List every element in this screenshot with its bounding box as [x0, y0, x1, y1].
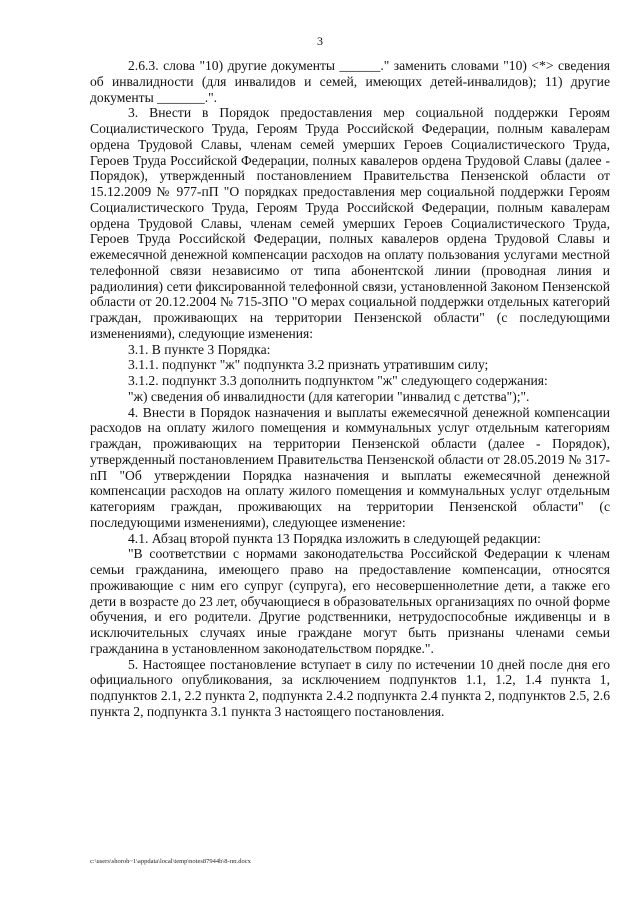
paragraph-3-1-1: 3.1.1. подпункт "ж" подпункта 3.2 признать утратившим силу;	[128, 357, 489, 373]
paragraph-3: 3. Внести в Порядок предоставления мер социальной поддержки Героям Социалистического Труда, Героям Труда Российской Федерации, полным кавалерам ордена Трудовой Славы, членам семей умерших Героев Социалистического Труда, Героев Труда Российской Федерации, полных кавалеров ордена Трудовой Славы (далее - Порядок), утвержденный постановлением Правительства Пензенской области от 15.12.2009 № 977-пП "О порядках предоставления мер социальной поддержки Героям Социалистического Труда, Героям Труда Российской Федерации, полным кавалерам ордена Трудовой Славы, членам семей умерших Героев Социалистического Труда, Героев Труда Российской Федерации, полных кавалеров ордена Трудовой Славы и ежемесячной денежной компенсации расходов на оплату пользования услугами местной телефонной связи независимо от типа абонентской линии (проводная линия и радиолиния) сети фиксированной телефонной связи, установленной Законом Пензенской области от 20.12.2004 № 715-ЗПО "О мерах социальной поддержки отдельных категорий граждан, проживающих на территории Пензенской области" (с последующими изменениями), следующие изменения:	[90, 105, 610, 341]
paragraph-quoted-text: "В соответствии с нормами законодательства Российской Федерации к членам семьи гражданина, имеющего право на предоставление компенсации, относятся проживающие с ним его супруг (супруга), его несовершеннолетние дети, а также его дети в возрасте до 23 лет, обучающиеся в образовательных организациях по очной форме обучения, и его родители. Другие родственники, нетрудоспособные иждивенцы и в исключительных случаях иные граждане могут быть признаны членами семьи гражданина в установленном законодательством порядке.".	[90, 546, 610, 656]
page-number: 3	[317, 34, 323, 48]
paragraph-2-6-3: 2.6.3. слова "10) другие документы ______." заменить словами "10) <*> сведения об инвалидности (для инвалидов и семей, имеющих детей-инвалидов); 11) другие документы _______.".	[90, 58, 610, 105]
document-body	[90, 58, 610, 720]
paragraph-3-1: 3.1. В пункте 3 Порядка:	[128, 341, 271, 357]
footer-file-path: c:\users\shoroh~1\appdata\local\temp\notes87944b\8-пп.docx	[90, 858, 251, 865]
paragraph-zh-quote: "ж) сведения об инвалидности (для категории "инвалид с детства");".	[128, 388, 530, 404]
paragraph-5: 5. Настоящее постановление вступает в силу по истечении 10 дней после дня его официального опубликования, за исключением подпунктов 1.1, 1.2, 1.4 пункта 1, подпунктов 2.1, 2.2 пункта 2, подпункта 2.4.2 подпункта 2.4 пункта 2, подпунктов 2.5, 2.6 пункта 2, подпункта 3.1 пункта 3 настоящего постановления.	[90, 656, 610, 719]
paragraph-3-1-2: 3.1.2. подпункт 3.3 дополнить подпунктом "ж" следующего содержания:	[128, 373, 548, 388]
paragraph-4: 4. Внести в Порядок назначения и выплаты ежемесячной денежной компенсации расходов на оплату жилого помещения и коммунальных услуг отдельным категориям граждан, проживающих на территории Пензенской области (далее - Порядок), утвержденный постановлением Правительства Пензенской области от 28.05.2019 № 317-пП "Об утверждении Порядка назначения и выплаты ежемесячной денежной компенсации расходов на оплату жилого помещения и коммунальных услуг отдельным категориям граждан, проживающих на территории Пензенской области" (с последующими изменениями), следующее изменение:	[90, 404, 610, 530]
paragraph-4-1: 4.1. Абзац второй пункта 13 Порядка изложить в следующей редакции:	[128, 530, 541, 546]
